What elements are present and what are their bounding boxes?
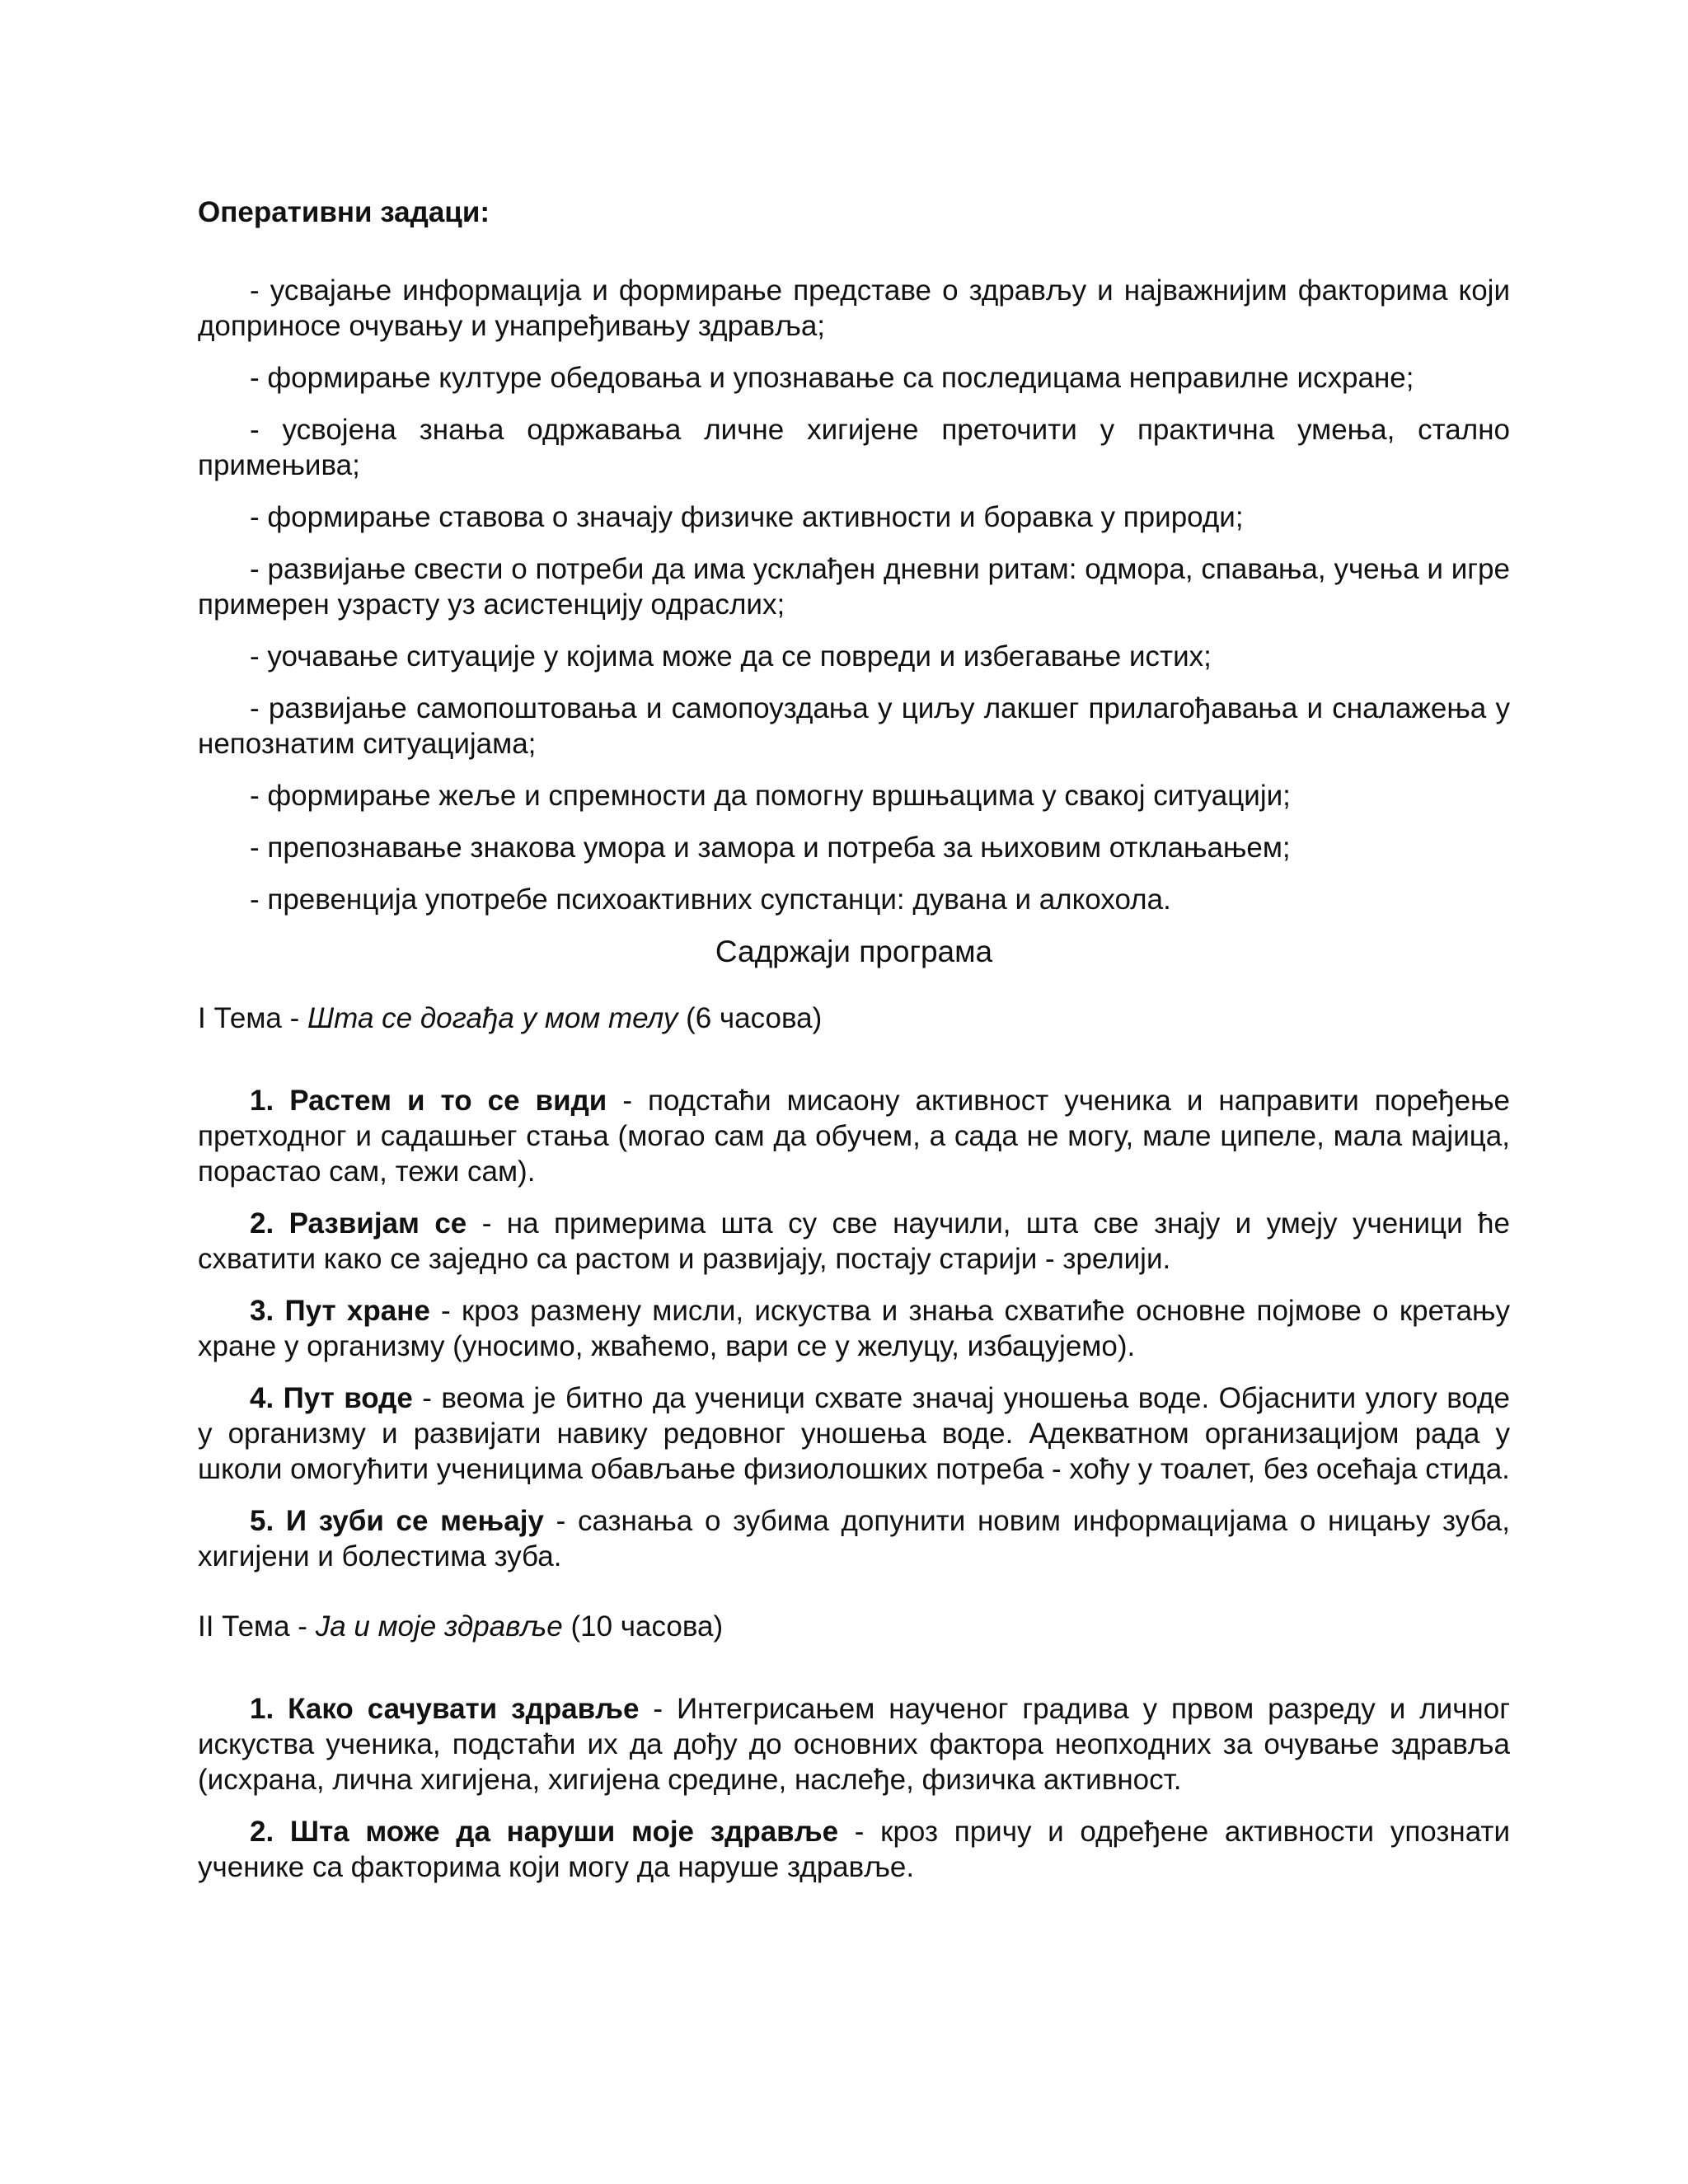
lesson-text: - кроз причу и одређене активности упознати ученике са факторима који могу да наруше здравље. bbox=[198, 1816, 1510, 1883]
task-item: - усвајање информација и формирање представе о здрављу и најважнијим факторима који доприносе очувању и унапређивању здравља; bbox=[198, 274, 1510, 342]
theme-hours: (10 часова) bbox=[562, 1610, 724, 1643]
task-item: - формирање ставова о значају физичке активности и боравка у природи; bbox=[250, 501, 1244, 533]
task-item: - развијање самопоштовања и самопоуздања у циљу лакшег прилагођавања и сналажења у непознатим ситуацијама; bbox=[198, 692, 1510, 760]
theme-name: Ја и моје здравље bbox=[315, 1610, 563, 1643]
lesson-title: 2. Шта може да наруши моје здравље bbox=[250, 1816, 839, 1848]
lesson-item bbox=[198, 1814, 1510, 1885]
task-item: - превенција употребе психоактивних супстанци: дувана и алкохола. bbox=[250, 883, 1171, 916]
task-item: - формирање жеље и спремности да помогну вршњацима у свакој ситуацији; bbox=[250, 780, 1291, 812]
lesson-title: 1. Растем и то се види bbox=[250, 1085, 607, 1117]
lesson-text: - Интегрисањем наученог градива у првом разреду и личног искуства ученика, подстаћи их да дођу до основних фактора неопходних за очување здравља (исхрана, лична хигијена, хигијена средине, наслеђе, физичка активност. bbox=[198, 1693, 1510, 1796]
lesson-title: 3. Пут хране bbox=[250, 1295, 430, 1327]
page-content bbox=[198, 194, 1510, 1901]
lesson-item bbox=[198, 1083, 1510, 1189]
task-item: - развијање свести о потреби да има усклађен дневни ритам: одмора, спавања, учења и игре примерен узрасту уз асистенцију одраслих; bbox=[198, 553, 1510, 621]
lesson-item bbox=[198, 1691, 1510, 1797]
operational-tasks-list bbox=[198, 273, 1510, 917]
lesson-text: - кроз размену мисли, искуства и знања схватиће основне појмове о кретању хране у организму (уносимо, жваћемо, вари се у желуцу, избацујемо). bbox=[198, 1295, 1510, 1362]
task-item: - препознавање знакова умора и замора и потреба за њиховим отклањањем; bbox=[250, 832, 1291, 864]
lesson-text: - веома је битно да ученици схвате значај уношења воде. Објаснити улогу воде у организму и развијати навику редовног уношења воде. Адекватном организацијом рада у школи омогућити ученицима обављање физиолошких потреба - хоћу у тоалет, без осећаја стида. bbox=[198, 1382, 1511, 1485]
program-contents-title: Садржаји програма bbox=[715, 935, 993, 968]
theme-hours: (6 часова) bbox=[678, 1002, 823, 1034]
lesson-item bbox=[198, 1206, 1510, 1277]
lesson-item bbox=[198, 1293, 1510, 1364]
lesson-title: 4. Пут воде bbox=[250, 1382, 413, 1414]
theme-prefix: II Тема - bbox=[198, 1610, 316, 1643]
lesson-text: - сазнања о зубима допунити новим информацијама о ницању зуба, хигијени и болестима зуба. bbox=[198, 1505, 1510, 1572]
lesson-item bbox=[198, 1380, 1510, 1487]
operational-tasks-heading: Оперативни задаци: bbox=[198, 196, 490, 228]
task-item: - усвојена знања одржавања личне хигијене преточити у практична умења, стално примењива; bbox=[198, 414, 1510, 481]
theme-name: Шта се догађа у мом телу bbox=[307, 1002, 678, 1034]
theme-heading-2 bbox=[198, 1609, 1510, 1644]
theme-heading-1 bbox=[198, 1001, 1510, 1036]
task-item: - формирање културе обедовања и упознавање са последицама неправилне исхране; bbox=[250, 362, 1414, 394]
lesson-title: 2. Развијам се bbox=[250, 1207, 467, 1240]
lesson-text: - на примерима шта су све научили, шта све знају и умеју ученици ће схватити како се заједно са растом и развијају, постају старији - зрелији. bbox=[198, 1207, 1510, 1275]
lesson-text: - подстаћи мисаону активност ученика и направити поређење претходног и садашњег стања (могао сам да обучем, а сада не могу, мале ципеле, мала мајица, порастао сам, тежи сам). bbox=[198, 1085, 1510, 1188]
lesson-title: 1. Како сачувати здравље bbox=[250, 1693, 640, 1725]
theme-prefix: I Тема - bbox=[198, 1002, 307, 1034]
task-item: - уочавање ситуације у којима може да се повреди и избегавање истих; bbox=[250, 640, 1212, 673]
lesson-item bbox=[198, 1503, 1510, 1574]
lesson-title: 5. И зуби се мењају bbox=[250, 1505, 544, 1537]
